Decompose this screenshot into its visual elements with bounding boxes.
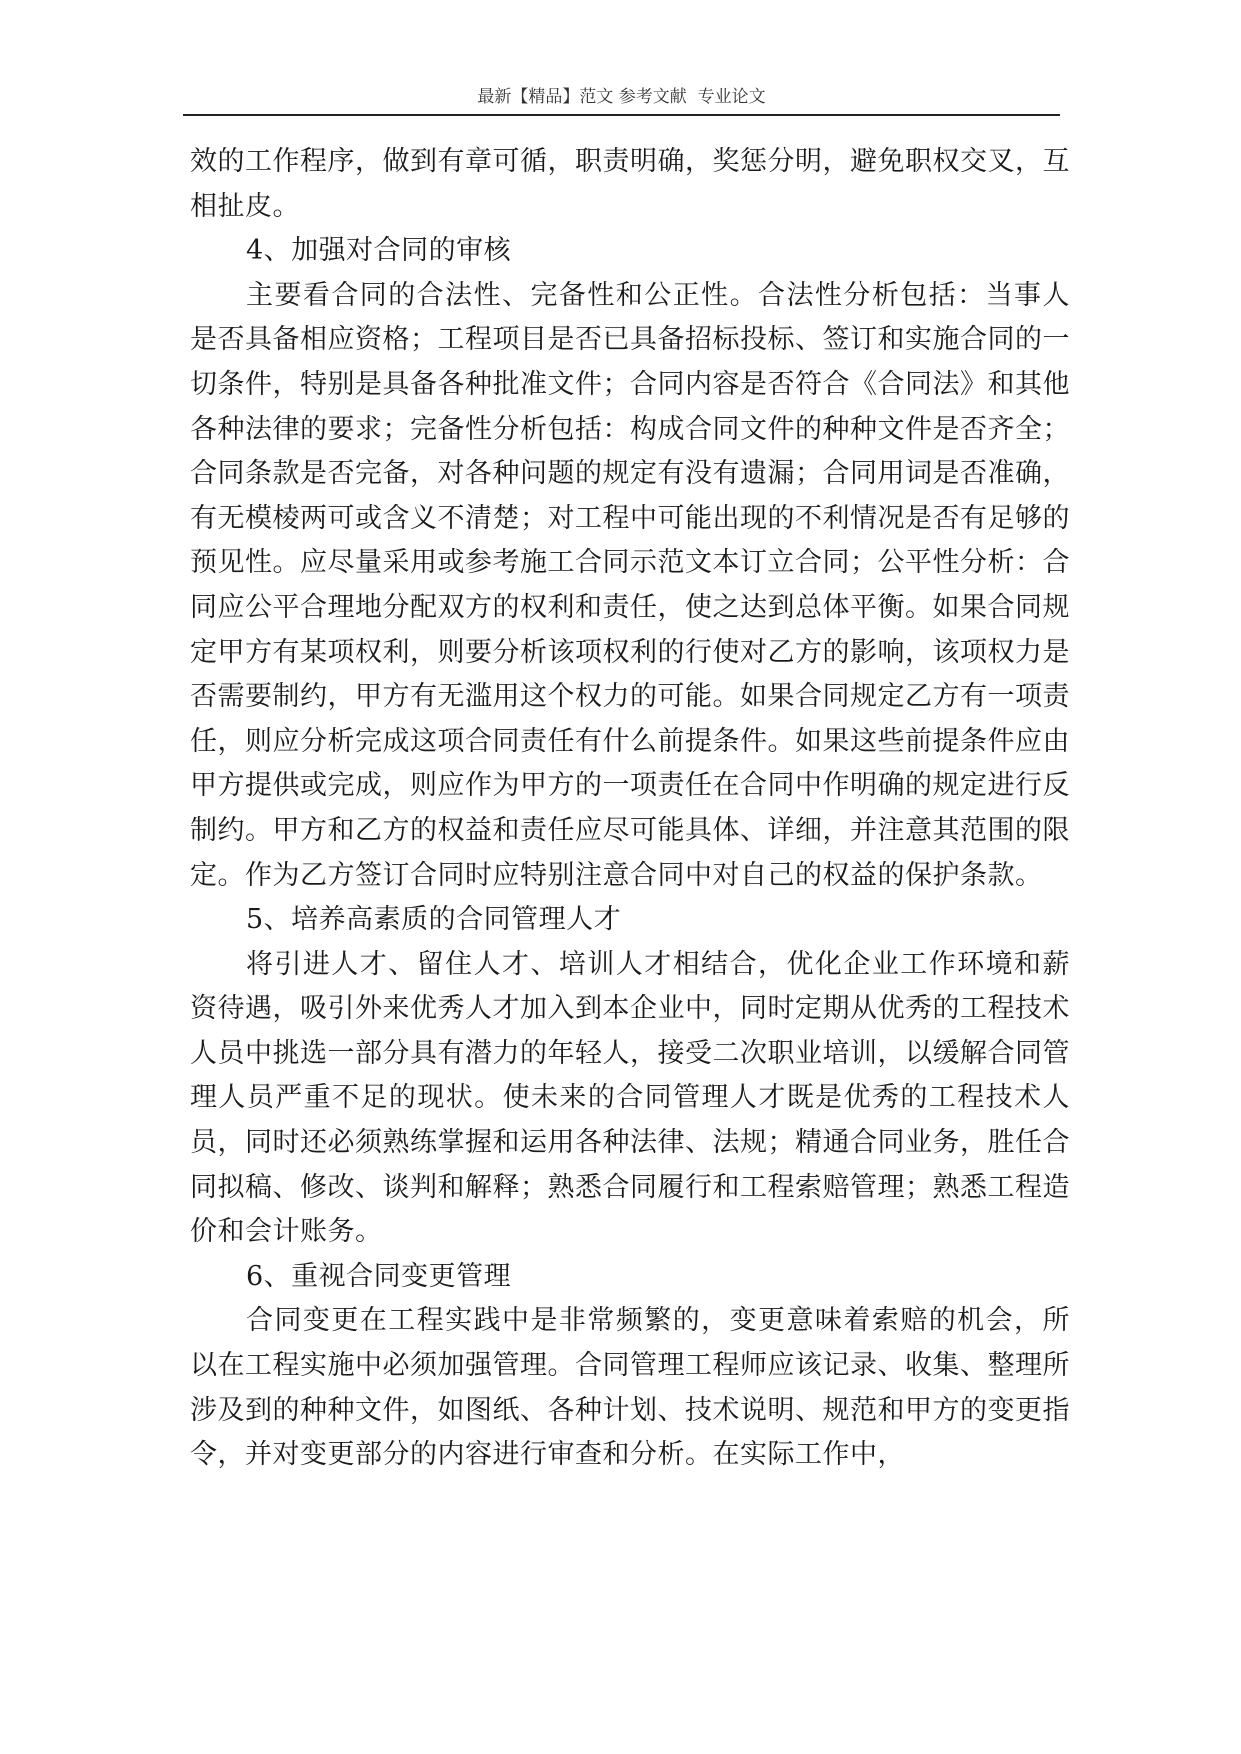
paragraph-continuation: 效的工作程序，做到有章可循，职责明确，奖惩分明，避免职权交叉，互相扯皮。 — [190, 146, 1070, 222]
page-header: 最新【精品】范文 参考文献 专业论文 — [477, 87, 766, 107]
section-heading-5: 5、培养高素质的合同管理人才 — [246, 904, 622, 936]
paragraph-contract-review: 主要看合同的合法性、完备性和公正性。合法性分析包括：当事人是否具备相应资格；工程项目是否已具备招标投标、签订和实施合同的一切条件，特别是具备各种批准文件；合同内容是否符合《合同法》和其他各种法律的要求；完备性分析包括：构成合同文件的种种文件是否齐全；合同条款是否完备，对各种问题的规定有没有遗漏；合同用词是否准确，有无模棱两可或含义不清楚；对工程中可能出现的不利情况是否有足够的预见性。应尽量采用或参考施工合同示范文本订立合同；公平性分析：合同应公平合理地分配双方的权利和责任，使之达到总体平衡。如果合同规定甲方有某项权利，则要分析该项权利的行使对乙方的影响，该项权力是否需要制约，甲方有无滥用这个权力的可能。如果合同规定乙方有一项责任，则应分析完成这项合同责任有什么前提条件。如果这些前提条件应由甲方提供或完成，则应作为甲方的一项责任在合同中作明确的规定进行反制约。甲方和乙方的权益和责任应尽可能具体、详细，并注意其范围的限定。作为乙方签订合同时应特别注意合同中对自己的权益的保护条款。 — [190, 279, 1070, 891]
section-heading-4: 4、加强对合同的审核 — [246, 235, 512, 267]
section-heading-6: 6、重视合同变更管理 — [246, 1260, 512, 1292]
document-body — [190, 140, 1070, 1478]
header-rule — [183, 114, 1060, 116]
paragraph-change-management: 合同变更在工程实践中是非常频繁的，变更意味着索赔的机会，所以在工程实施中必须加强管理。合同管理工程师应该记录、收集、整理所涉及到的种种文件，如图纸、各种计划、技术说明、规范和甲方的变更指令，并对变更部分的内容进行审查和分析。在实际工作中， — [190, 1305, 1070, 1471]
paragraph-talent-training: 将引进人才、留住人才、培训人才相结合，优化企业工作环境和薪资待遇，吸引外来优秀人才加入到本企业中，同时定期从优秀的工程技术人员中挑选一部分具有潜力的年轻人，接受二次职业培训，以缓解合同管理人员严重不足的现状。使未来的合同管理人才既是优秀的工程技术人员，同时还必须熟练掌握和运用各种法律、法规；精通合同业务，胜任合同拟稿、修改、谈判和解释；熟悉合同履行和工程索赔管理；熟悉工程造价和会计账务。 — [190, 948, 1070, 1248]
